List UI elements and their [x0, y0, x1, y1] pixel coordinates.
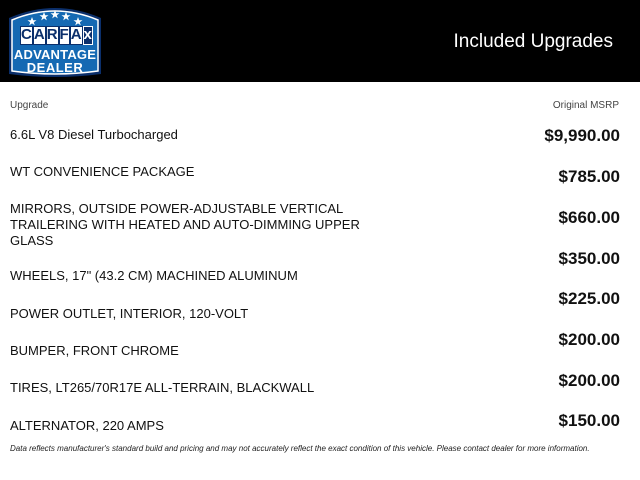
logo-letter: F: [59, 26, 69, 43]
logo-letter-fox: x: [83, 26, 92, 43]
upgrade-name: WHEELS, 17" (43.2 CM) MACHINED ALUMINUM: [10, 268, 298, 283]
upgrade-name: ALTERNATOR, 220 AMPS: [10, 418, 164, 433]
column-header-msrp: Original MSRP: [552, 100, 619, 111]
logo-letter: A: [33, 26, 45, 43]
upgrade-price: $785.00: [558, 167, 620, 186]
upgrade-price: $225.00: [558, 289, 620, 308]
logo-dealer-text: DEALER: [26, 60, 84, 75]
upgrade-price: $9,990.00: [544, 126, 620, 145]
upgrade-name: 6.6L V8 Diesel Turbocharged: [10, 127, 178, 142]
upgrade-price: $200.00: [558, 330, 620, 349]
carfax-brand-letters: [20, 26, 90, 45]
logo-letter: A: [70, 26, 82, 43]
header-bar: [0, 0, 640, 82]
upgrade-name: MIRRORS, OUTSIDE POWER-ADJUSTABLE VERTICAL TRAILERING WITH HEATED AND AUTO-DIMMING UPPER GLASS: [10, 201, 360, 248]
column-header-upgrade: Upgrade: [10, 100, 49, 111]
upgrade-price: $350.00: [558, 249, 620, 268]
logo-letter: R: [46, 26, 58, 43]
logo-advantage-text: ADVANTAGE: [13, 47, 97, 62]
upgrade-name: WT CONVENIENCE PACKAGE: [10, 164, 195, 179]
disclaimer-text: Data reflects manufacturer's standard build and pricing and may not accurately reflect the exact condition of this vehicle. Please contact dealer for more information.: [10, 444, 590, 453]
upgrade-price: $200.00: [558, 371, 620, 390]
upgrade-price: $660.00: [558, 208, 620, 227]
carfax-advantage-dealer-logo: [5, 4, 105, 78]
upgrade-name: TIRES, LT265/70R17E ALL-TERRAIN, BLACKWALL: [10, 380, 315, 395]
page-title: Included Upgrades: [453, 31, 613, 52]
logo-letter: C: [21, 26, 32, 43]
upgrade-name: POWER OUTLET, INTERIOR, 120-VOLT: [10, 306, 249, 321]
upgrade-name: BUMPER, FRONT CHROME: [10, 343, 179, 358]
upgrade-price: $150.00: [558, 411, 620, 430]
